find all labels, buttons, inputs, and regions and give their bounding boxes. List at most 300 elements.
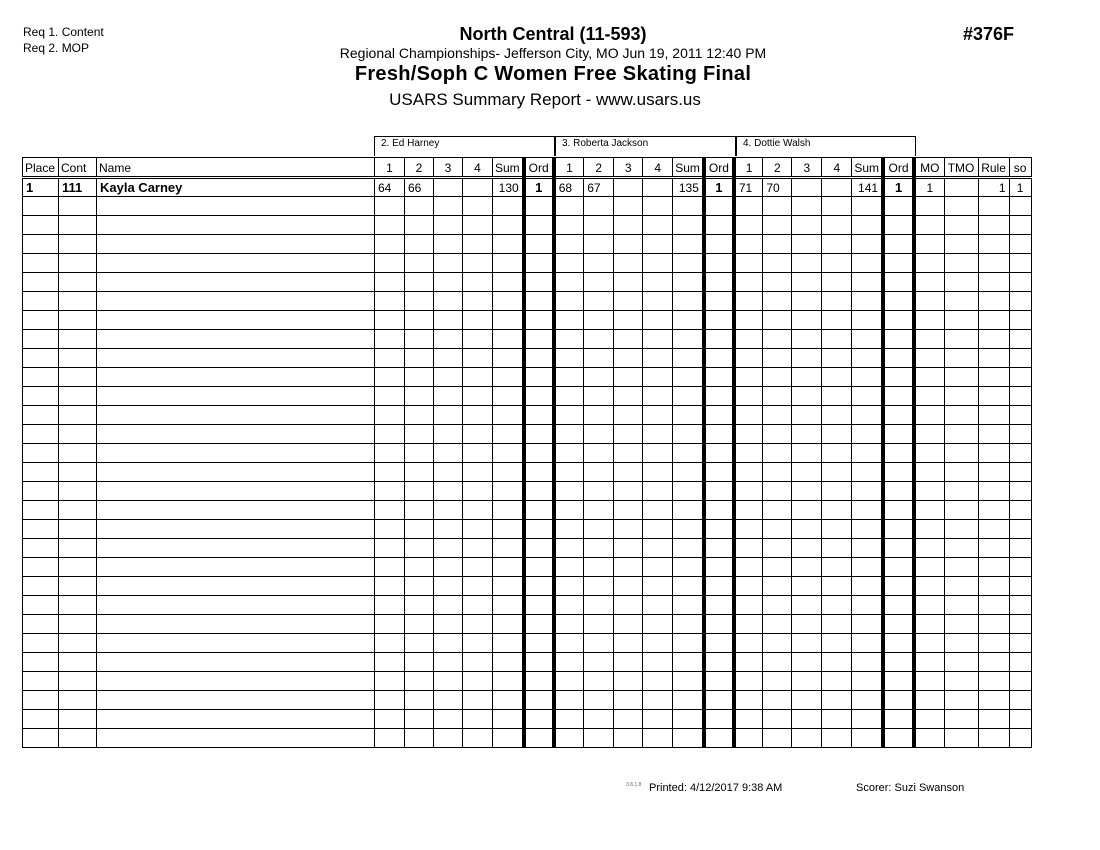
empty-cell xyxy=(524,710,554,729)
empty-cell xyxy=(614,444,643,463)
empty-cell xyxy=(852,235,883,254)
empty-cell xyxy=(914,444,944,463)
empty-cell xyxy=(463,292,493,311)
empty-cell xyxy=(944,292,978,311)
empty-cell xyxy=(23,634,59,653)
empty-cell xyxy=(822,216,852,235)
empty-cell xyxy=(405,596,434,615)
empty-cell xyxy=(463,387,493,406)
empty-cell xyxy=(375,710,405,729)
empty-cell xyxy=(405,311,434,330)
empty-cell xyxy=(375,254,405,273)
empty-cell xyxy=(643,710,673,729)
empty-cell xyxy=(554,197,584,216)
region-title: North Central (11-593) xyxy=(459,24,647,44)
empty-cell xyxy=(554,330,584,349)
empty-cell xyxy=(493,615,524,634)
empty-cell xyxy=(434,672,463,691)
empty-cell xyxy=(405,672,434,691)
empty-cell xyxy=(914,254,944,273)
empty-cell xyxy=(704,596,734,615)
empty-cell xyxy=(944,368,978,387)
empty-cell xyxy=(822,615,852,634)
empty-cell xyxy=(23,729,59,748)
empty-cell xyxy=(614,235,643,254)
empty-cell xyxy=(97,615,375,634)
empty-cell xyxy=(554,425,584,444)
col-j3-ord: Ord xyxy=(704,158,734,178)
empty-cell xyxy=(704,710,734,729)
empty-cell xyxy=(763,273,792,292)
empty-cell xyxy=(23,577,59,596)
empty-cell xyxy=(944,311,978,330)
empty-cell xyxy=(405,406,434,425)
empty-cell xyxy=(59,463,97,482)
empty-cell xyxy=(978,387,1009,406)
empty-cell xyxy=(978,729,1009,748)
empty-cell xyxy=(792,615,822,634)
empty-cell xyxy=(673,216,704,235)
empty-cell xyxy=(23,672,59,691)
cell-so: 1 xyxy=(1009,178,1031,197)
empty-cell xyxy=(883,235,914,254)
empty-cell xyxy=(763,634,792,653)
table-row xyxy=(23,406,1032,425)
empty-cell xyxy=(23,615,59,634)
empty-cell xyxy=(852,444,883,463)
event-line: Regional Championships- Jefferson City, MO Jun 19, 2011 12:40 PM xyxy=(339,45,767,61)
empty-cell xyxy=(822,672,852,691)
empty-cell xyxy=(673,615,704,634)
empty-cell xyxy=(554,444,584,463)
empty-cell xyxy=(852,520,883,539)
empty-cell xyxy=(822,330,852,349)
table-row xyxy=(23,653,1032,672)
empty-cell xyxy=(792,691,822,710)
empty-cell xyxy=(463,197,493,216)
empty-cell xyxy=(822,520,852,539)
empty-cell xyxy=(97,577,375,596)
empty-cell xyxy=(493,482,524,501)
empty-cell xyxy=(734,710,763,729)
empty-cell xyxy=(554,406,584,425)
empty-cell xyxy=(434,216,463,235)
empty-cell xyxy=(554,235,584,254)
empty-cell xyxy=(97,406,375,425)
empty-cell xyxy=(405,273,434,292)
empty-cell xyxy=(734,634,763,653)
empty-cell xyxy=(59,539,97,558)
empty-cell xyxy=(1009,653,1031,672)
empty-cell xyxy=(375,539,405,558)
empty-cell xyxy=(493,406,524,425)
empty-cell xyxy=(405,691,434,710)
empty-cell xyxy=(59,216,97,235)
empty-cell xyxy=(883,596,914,615)
empty-cell xyxy=(463,672,493,691)
empty-cell xyxy=(375,406,405,425)
empty-cell xyxy=(97,729,375,748)
empty-cell xyxy=(584,520,614,539)
empty-cell xyxy=(643,368,673,387)
empty-cell xyxy=(914,197,944,216)
col-j4-4: 4 xyxy=(822,158,852,178)
empty-cell xyxy=(97,710,375,729)
empty-cell xyxy=(97,653,375,672)
empty-cell xyxy=(763,539,792,558)
empty-cell xyxy=(822,368,852,387)
empty-cell xyxy=(97,463,375,482)
empty-cell xyxy=(59,691,97,710)
empty-cell xyxy=(584,691,614,710)
empty-cell xyxy=(792,292,822,311)
empty-cell xyxy=(763,653,792,672)
empty-cell xyxy=(704,691,734,710)
empty-cell xyxy=(852,197,883,216)
empty-cell xyxy=(822,235,852,254)
empty-cell xyxy=(405,330,434,349)
empty-cell xyxy=(792,349,822,368)
empty-cell xyxy=(434,501,463,520)
empty-cell xyxy=(914,729,944,748)
empty-cell xyxy=(614,292,643,311)
empty-cell xyxy=(883,729,914,748)
empty-cell xyxy=(434,539,463,558)
empty-cell xyxy=(944,235,978,254)
empty-cell xyxy=(852,463,883,482)
empty-cell xyxy=(434,311,463,330)
empty-cell xyxy=(734,501,763,520)
empty-cell xyxy=(23,368,59,387)
empty-cell xyxy=(792,406,822,425)
table-row xyxy=(23,577,1032,596)
table-row xyxy=(23,482,1032,501)
empty-cell xyxy=(914,539,944,558)
empty-cell xyxy=(978,653,1009,672)
empty-cell xyxy=(375,634,405,653)
empty-cell xyxy=(914,368,944,387)
empty-cell xyxy=(792,558,822,577)
empty-cell xyxy=(734,311,763,330)
empty-cell xyxy=(852,482,883,501)
empty-cell xyxy=(763,349,792,368)
col-rule: Rule xyxy=(978,158,1009,178)
empty-cell xyxy=(524,634,554,653)
empty-cell xyxy=(978,596,1009,615)
empty-cell xyxy=(914,634,944,653)
empty-cell xyxy=(914,216,944,235)
empty-cell xyxy=(584,463,614,482)
empty-cell xyxy=(493,558,524,577)
empty-cell xyxy=(643,558,673,577)
empty-cell xyxy=(524,292,554,311)
empty-cell xyxy=(704,292,734,311)
empty-cell xyxy=(673,463,704,482)
cell-j3-s1: 68 xyxy=(554,178,584,197)
table-row xyxy=(23,729,1032,748)
empty-cell xyxy=(524,254,554,273)
col-j4-1: 1 xyxy=(734,158,763,178)
empty-cell xyxy=(463,577,493,596)
empty-cell xyxy=(405,387,434,406)
empty-cell xyxy=(734,197,763,216)
cell-j2-s1: 64 xyxy=(375,178,405,197)
empty-cell xyxy=(463,254,493,273)
empty-cell xyxy=(704,425,734,444)
empty-cell xyxy=(978,710,1009,729)
empty-cell xyxy=(463,653,493,672)
empty-cell xyxy=(463,539,493,558)
cell-j3-ord: 1 xyxy=(704,178,734,197)
empty-cell xyxy=(673,387,704,406)
empty-cell xyxy=(463,691,493,710)
empty-cell xyxy=(944,558,978,577)
empty-cell xyxy=(614,558,643,577)
printed-timestamp: Printed: 4/12/2017 9:38 AM xyxy=(649,782,783,794)
empty-cell xyxy=(584,368,614,387)
empty-cell xyxy=(493,520,524,539)
empty-cell xyxy=(59,368,97,387)
empty-cell xyxy=(59,425,97,444)
empty-cell xyxy=(852,558,883,577)
empty-cell xyxy=(978,292,1009,311)
empty-cell xyxy=(763,197,792,216)
empty-cell xyxy=(434,710,463,729)
empty-cell xyxy=(584,577,614,596)
empty-cell xyxy=(978,463,1009,482)
empty-cell xyxy=(822,653,852,672)
empty-cell xyxy=(59,710,97,729)
empty-cell xyxy=(978,615,1009,634)
empty-cell xyxy=(1009,463,1031,482)
empty-cell xyxy=(944,653,978,672)
empty-cell xyxy=(704,330,734,349)
empty-cell xyxy=(734,729,763,748)
empty-cell xyxy=(673,520,704,539)
empty-cell xyxy=(493,273,524,292)
empty-cell xyxy=(673,254,704,273)
empty-cell xyxy=(978,368,1009,387)
empty-cell xyxy=(23,691,59,710)
empty-cell xyxy=(944,330,978,349)
empty-cell xyxy=(614,482,643,501)
empty-cell xyxy=(734,577,763,596)
empty-cell xyxy=(914,425,944,444)
empty-cell xyxy=(614,311,643,330)
empty-cell xyxy=(734,273,763,292)
empty-cell xyxy=(643,311,673,330)
empty-cell xyxy=(643,235,673,254)
empty-cell xyxy=(614,615,643,634)
empty-cell xyxy=(23,501,59,520)
empty-cell xyxy=(763,330,792,349)
empty-cell xyxy=(584,482,614,501)
empty-cell xyxy=(704,406,734,425)
col-place: Place xyxy=(23,158,59,178)
empty-cell xyxy=(614,463,643,482)
empty-cell xyxy=(554,729,584,748)
empty-cell xyxy=(822,273,852,292)
empty-cell xyxy=(978,691,1009,710)
empty-cell xyxy=(59,558,97,577)
empty-cell xyxy=(944,729,978,748)
empty-cell xyxy=(493,235,524,254)
empty-cell xyxy=(822,311,852,330)
empty-cell xyxy=(434,463,463,482)
empty-cell xyxy=(405,539,434,558)
empty-cell xyxy=(97,558,375,577)
empty-cell xyxy=(614,672,643,691)
empty-cell xyxy=(792,539,822,558)
empty-cell xyxy=(822,710,852,729)
empty-cell xyxy=(944,273,978,292)
empty-cell xyxy=(59,634,97,653)
empty-cell xyxy=(673,292,704,311)
empty-cell xyxy=(763,615,792,634)
empty-cell xyxy=(673,653,704,672)
empty-cell xyxy=(584,311,614,330)
empty-cell xyxy=(584,425,614,444)
empty-cell xyxy=(97,292,375,311)
empty-cell xyxy=(434,615,463,634)
empty-cell xyxy=(59,729,97,748)
empty-cell xyxy=(822,634,852,653)
empty-cell xyxy=(434,520,463,539)
empty-cell xyxy=(23,387,59,406)
empty-cell xyxy=(763,482,792,501)
empty-cell xyxy=(673,235,704,254)
empty-cell xyxy=(883,577,914,596)
empty-cell xyxy=(734,691,763,710)
empty-cell xyxy=(614,197,643,216)
empty-cell xyxy=(978,577,1009,596)
cell-cont: 111 xyxy=(59,178,97,197)
empty-cell xyxy=(614,634,643,653)
empty-cell xyxy=(1009,615,1031,634)
empty-cell xyxy=(614,406,643,425)
empty-cell xyxy=(23,463,59,482)
empty-cell xyxy=(434,425,463,444)
col-mo: MO xyxy=(914,158,944,178)
empty-cell xyxy=(59,387,97,406)
empty-cell xyxy=(792,330,822,349)
empty-cell xyxy=(614,501,643,520)
empty-cell xyxy=(704,501,734,520)
empty-cell xyxy=(704,653,734,672)
empty-cell xyxy=(822,539,852,558)
empty-cell xyxy=(524,406,554,425)
empty-cell xyxy=(822,482,852,501)
table-row xyxy=(23,425,1032,444)
empty-cell xyxy=(614,349,643,368)
empty-cell xyxy=(524,577,554,596)
empty-cell xyxy=(97,672,375,691)
empty-cell xyxy=(524,501,554,520)
empty-cell xyxy=(554,596,584,615)
empty-cell xyxy=(883,425,914,444)
empty-cell xyxy=(434,349,463,368)
empty-cell xyxy=(673,710,704,729)
empty-cell xyxy=(852,387,883,406)
empty-cell xyxy=(643,653,673,672)
empty-cell xyxy=(883,672,914,691)
empty-cell xyxy=(763,710,792,729)
empty-cell xyxy=(643,520,673,539)
empty-cell xyxy=(883,216,914,235)
empty-cell xyxy=(944,520,978,539)
empty-cell xyxy=(23,197,59,216)
empty-cell xyxy=(673,444,704,463)
empty-cell xyxy=(614,425,643,444)
empty-cell xyxy=(673,501,704,520)
empty-cell xyxy=(59,672,97,691)
judge-header-4: 4. Dottie Walsh xyxy=(736,136,916,156)
empty-cell xyxy=(673,425,704,444)
cell-name: Kayla Carney xyxy=(97,178,375,197)
empty-cell xyxy=(524,539,554,558)
empty-cell xyxy=(23,653,59,672)
empty-cell xyxy=(23,349,59,368)
empty-cell xyxy=(763,577,792,596)
table-row xyxy=(23,501,1032,520)
empty-cell xyxy=(97,330,375,349)
empty-cell xyxy=(704,558,734,577)
empty-cell xyxy=(704,368,734,387)
empty-cell xyxy=(524,197,554,216)
table-row xyxy=(23,387,1032,406)
empty-cell xyxy=(584,615,614,634)
empty-cell xyxy=(734,254,763,273)
empty-cell xyxy=(643,596,673,615)
empty-cell xyxy=(434,330,463,349)
empty-cell xyxy=(763,444,792,463)
empty-cell xyxy=(792,273,822,292)
table-row xyxy=(23,368,1032,387)
empty-cell xyxy=(914,330,944,349)
empty-cell xyxy=(614,577,643,596)
empty-cell xyxy=(643,634,673,653)
cell-j2-ord: 1 xyxy=(524,178,554,197)
empty-cell xyxy=(554,691,584,710)
empty-cell xyxy=(673,577,704,596)
empty-cell xyxy=(434,634,463,653)
col-j2-1: 1 xyxy=(375,158,405,178)
empty-cell xyxy=(23,292,59,311)
empty-cell xyxy=(883,463,914,482)
empty-cell xyxy=(434,691,463,710)
empty-cell xyxy=(375,368,405,387)
empty-cell xyxy=(852,254,883,273)
empty-cell xyxy=(524,653,554,672)
empty-cell xyxy=(97,216,375,235)
empty-cell xyxy=(463,558,493,577)
empty-cell xyxy=(763,501,792,520)
empty-cell xyxy=(792,710,822,729)
empty-cell xyxy=(978,482,1009,501)
empty-cell xyxy=(883,444,914,463)
cell-j2-s4 xyxy=(463,178,493,197)
empty-cell xyxy=(97,254,375,273)
empty-cell xyxy=(375,216,405,235)
empty-cell xyxy=(97,235,375,254)
empty-cell xyxy=(643,444,673,463)
empty-cell xyxy=(792,235,822,254)
empty-cell xyxy=(914,482,944,501)
empty-cell xyxy=(734,482,763,501)
col-j3-3: 3 xyxy=(614,158,643,178)
empty-cell xyxy=(524,482,554,501)
empty-cell xyxy=(704,634,734,653)
